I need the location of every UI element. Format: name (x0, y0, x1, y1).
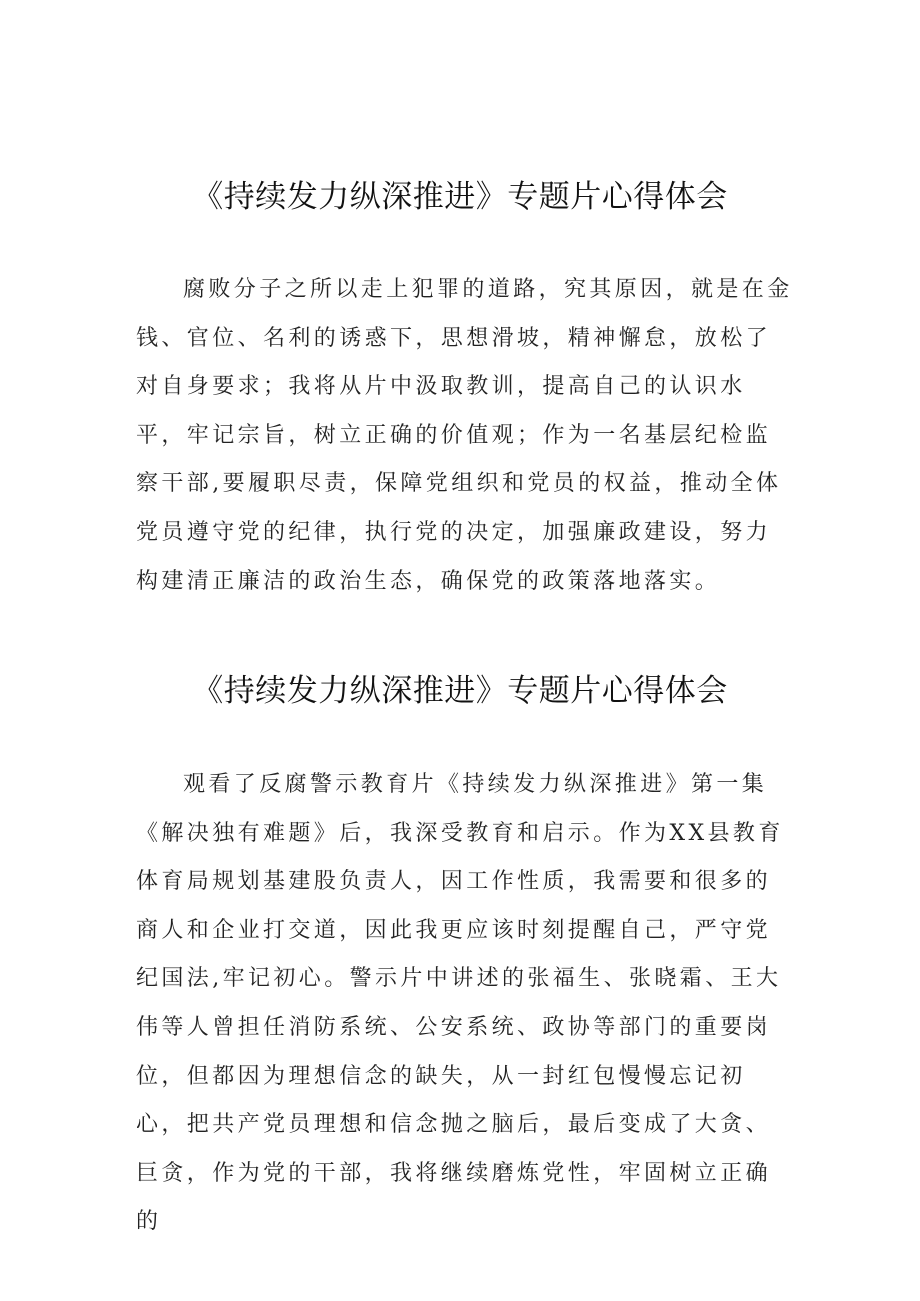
article-title-1: 《持续发力纵深推进》专题片心得体会 (192, 179, 728, 215)
article-section-2 (0, 664, 920, 1235)
article-body-1: 腐败分子之所以走上犯罪的道路，究其原因，就是在金钱、官位、名利的诱惑下，思想滑坡，精神懈怠，放松了对自身要求；我将从片中汲取教训，提高自己的认识水平，牢记宗旨，树立正确的价值观；作为一名基层纪检监察干部,要履职尽责，保障党组织和党员的权益，推动全体党员遵守党的纪律，执行党的决定，加强廉政建设，努力构建清正廉洁的政治生态，确保党的政策落地落实。 (136, 277, 793, 594)
article-section-1 (0, 170, 920, 594)
article-title-2: 《持续发力纵深推进》专题片心得体会 (192, 673, 728, 709)
article-body-2: 观看了反腐警示教育片《持续发力纵深推进》第一集《解决独有难题》后，我深受教育和启示。作为XX县教育体育局规划基建股负责人，因工作性质，我需要和很多的商人和企业打交道，因此我更应该时刻提醒自己，严守党纪国法,牢记初心。警示片中讲述的张福生、张晓霜、王大伟等人曾担任消防系统、公安系统、政协等部门的重要岗位，但都因为理想信念的缺失，从一封红包慢慢忘记初心，把共产党员理想和信念抛之脑后，最后变成了大贪、巨贪，作为党的干部，我将继续磨炼党性，牢固树立正确的 (136, 772, 784, 1235)
